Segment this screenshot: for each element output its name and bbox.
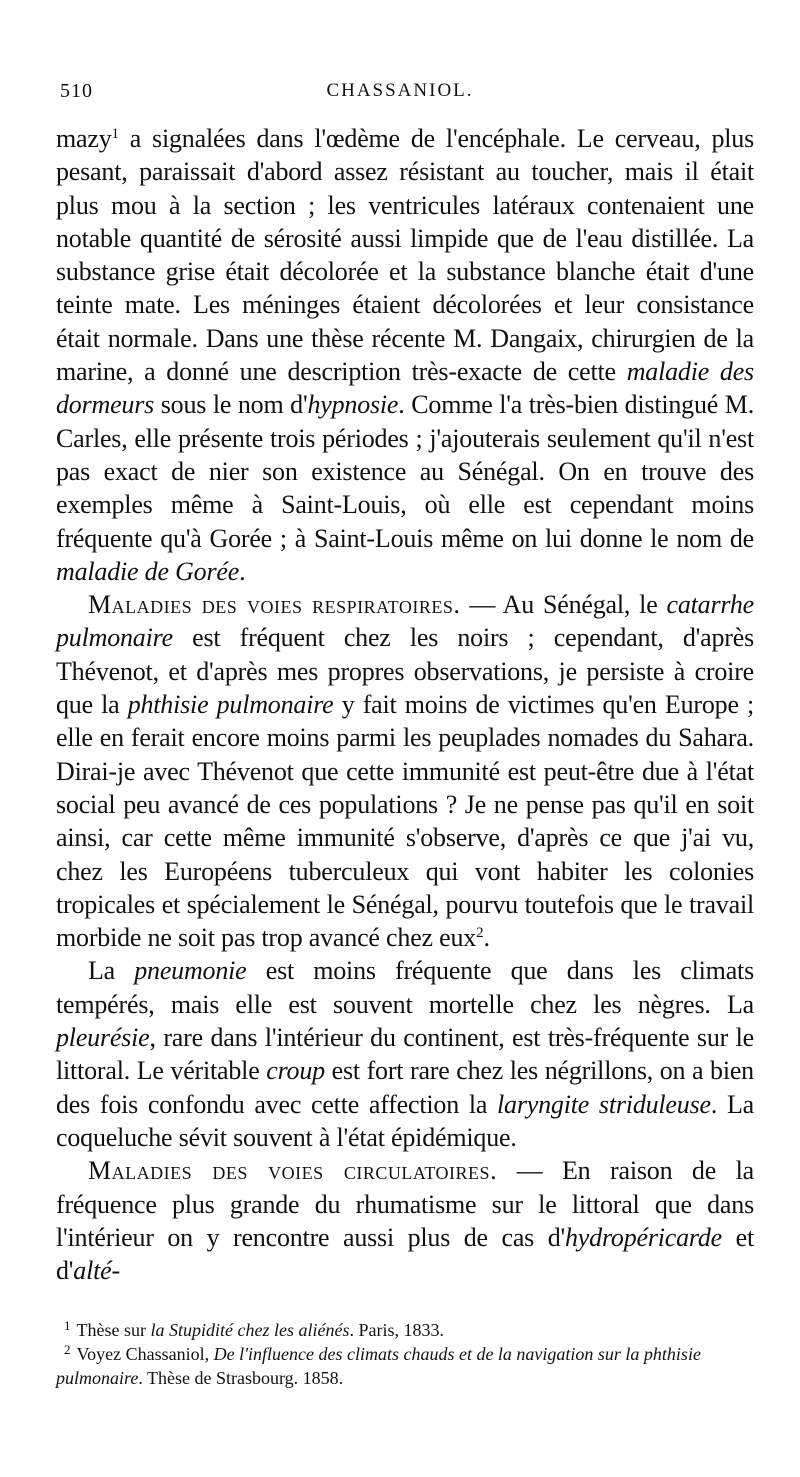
- italic-term: hypnosie: [307, 390, 399, 420]
- text-run: est fréquent chez les noirs ; cependant, d'après Thévenot, et d'après mes propres observations, je persiste à croire que la: [56, 623, 754, 720]
- text-run: .: [239, 556, 246, 586]
- italic-term: pleurésie: [56, 1023, 150, 1053]
- italic-term: phthisie pulmonaire: [127, 690, 334, 720]
- text-run: Thèse sur: [76, 1320, 151, 1340]
- page-header: [60, 80, 740, 110]
- paragraph-respiratory: [56, 588, 754, 954]
- section-heading: Maladies des voies circulatoires.: [88, 1156, 498, 1186]
- footnotes: [56, 1318, 756, 1390]
- text-run: mazy: [56, 124, 112, 153]
- italic-term: pneumonie: [134, 956, 247, 986]
- text-run: Voyez Chassaniol,: [76, 1344, 214, 1364]
- text-run: . Thèse de Strasbourg. 1858.: [138, 1368, 344, 1388]
- text-run: . Paris, 1833.: [349, 1320, 444, 1340]
- footnote-ref: 1: [111, 126, 119, 142]
- running-title: CHASSANIOL.: [326, 80, 474, 101]
- text-run: . La coqueluche sévit souvent à l'état épidémique.: [56, 1089, 754, 1152]
- italic-term: catarrhe pulmonaire: [56, 590, 754, 653]
- italic-term: laryngite striduleuse: [497, 1089, 711, 1119]
- italic-term: alté-: [73, 1256, 120, 1286]
- section-heading: Maladies des voies respiratoires.: [88, 590, 461, 620]
- text-run: et d': [56, 1222, 754, 1286]
- paragraph-pneumonia: [56, 954, 754, 1154]
- text-run: est moins fréquente que dans les climats tempérés, mais elle est souvent mortelle chez les nègres. La: [56, 956, 754, 1019]
- paragraph-hypnosie: [56, 122, 754, 588]
- italic-term: la Stupidité chez les aliénés: [150, 1320, 350, 1340]
- italic-term: hydropéricarde: [565, 1222, 723, 1252]
- footnote-2: [56, 1342, 756, 1390]
- text-run: La: [88, 956, 135, 986]
- footnote-ref: 2: [476, 925, 484, 942]
- text-run: est fort rare chez les négrillons, on a bien des fois confondu avec cette affection la: [56, 1056, 754, 1119]
- text-run: — Au Sénégal, le: [460, 590, 667, 620]
- page-number: 510: [60, 80, 93, 102]
- italic-term: maladie de Gorée: [56, 556, 240, 586]
- text-run: — En raison de la fréquence plus grande du rhumatisme sur le littoral que dans l'intérieur on y rencontre aussi plus de cas d': [56, 1156, 754, 1252]
- italic-term: De l'influence des climats chauds et de la navigation sur la phthisie pulmonaire: [56, 1344, 701, 1388]
- text-run: , rare dans l'intérieur du continent, est très-fréquente sur le littoral. Le véritable: [56, 1023, 754, 1086]
- text-run: . Comme l'a très-bien distingué M. Carles, elle présente trois périodes ; j'ajouterais seulement qu'il n'est pas exact de nier son existence au Sénégal. On en trouve des exemples même à Saint-Louis, où elle est cependant moins fréquente qu'à Gorée ; à Saint-Louis même on lui donne le nom de: [56, 390, 754, 553]
- text-run: .: [483, 923, 490, 953]
- paragraph-circulatory: [56, 1154, 754, 1287]
- main-text: [56, 122, 754, 1287]
- text-run: y fait moins de victimes qu'en Europe ; elle en ferait encore moins parmi les peuplades nomades du Sahara. Dirai-je avec Thévenot que cette immunité est peut-être due à l'état social peu avancé de ces populations ? Je ne pense pas qu'il en soit ainsi, car cette même immunité s'observe, d'après ce que j'ai vu, chez les Européens tuberculeux qui vont habiter les colonies tropicales et spécialement le Sénégal, pourvu toutefois que le travail morbide ne soit pas trop avancé chez eux: [56, 690, 755, 953]
- italic-term: croup: [266, 1056, 325, 1086]
- footnote-1: [56, 1318, 756, 1342]
- italic-term: maladie des dormeurs: [56, 357, 754, 420]
- footnote-mark: 2: [64, 1342, 71, 1357]
- text-run: sous le nom d': [154, 390, 308, 420]
- text-run: a signalées dans l'œdème de l'encéphale. Le cerveau, plus pesant, paraissait d'abord assez résistant au toucher, mais il était plus mou à la section ; les ventricules latéraux contenaient une notable quantité de sérosité aussi limpide que de l'eau distillée. La substance grise était décolorée et la substance blanche était d'une teinte mate. Les méninges étaient décolorées et leur consistance était normale. Dans une thèse récente M. Dangaix, chirurgien de la marine, a donné une description très-exacte de cette: [56, 124, 754, 387]
- footnote-mark: 1: [64, 1318, 71, 1333]
